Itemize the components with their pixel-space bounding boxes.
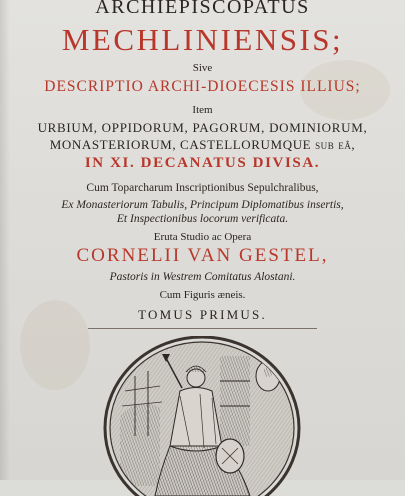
text-toparcharum: Cum Toparcharum Inscriptionibus Sepulchralibus,: [86, 182, 319, 194]
text-tomus-primus: TOMUS PRIMUS.: [138, 307, 267, 322]
title-mechliniensis: MECHLINIENSIS;: [61, 22, 344, 57]
text-pastoris: Pastoris in Westrem Comitatus Alostani.: [109, 271, 296, 283]
text-inspectionibus: Et Inspectionibus locorum verificata.: [116, 213, 289, 225]
bookshelf: [220, 356, 250, 446]
subtitle-descriptio: DESCRIPTIO ARCHI-DIOECESIS ILLIUS;: [44, 78, 361, 95]
text-cum-figuris: Cum Figuris æneis.: [159, 289, 246, 301]
title-archiepiscopatus: ARCHIEPISCOPATUS: [95, 0, 310, 18]
author-name: CORNELII VAN GESTEL,: [76, 245, 329, 266]
text-monasteriorum-tabulis: Ex Monasteriorum Tabulis, Principum Diplomatibus insertis,: [61, 199, 344, 211]
text-sive: Sive: [192, 62, 213, 74]
text-monasteriorum: MONASTERIORUM, CASTELLORUMQUE sub eâ,: [49, 137, 356, 152]
text-eruta-studio: Eruta Studio ac Opera: [153, 231, 252, 243]
engraved-vignette: [100, 336, 305, 496]
text-item: Item: [192, 104, 213, 116]
text-decanatus: IN XI. DECANATUS DIVISA.: [84, 155, 321, 171]
ship-rigging: [120, 404, 160, 487]
divider-rule: [88, 328, 317, 329]
text-urbium: URBIUM, OPPIDORUM, PAGORUM, DOMINIORUM,: [37, 120, 368, 135]
